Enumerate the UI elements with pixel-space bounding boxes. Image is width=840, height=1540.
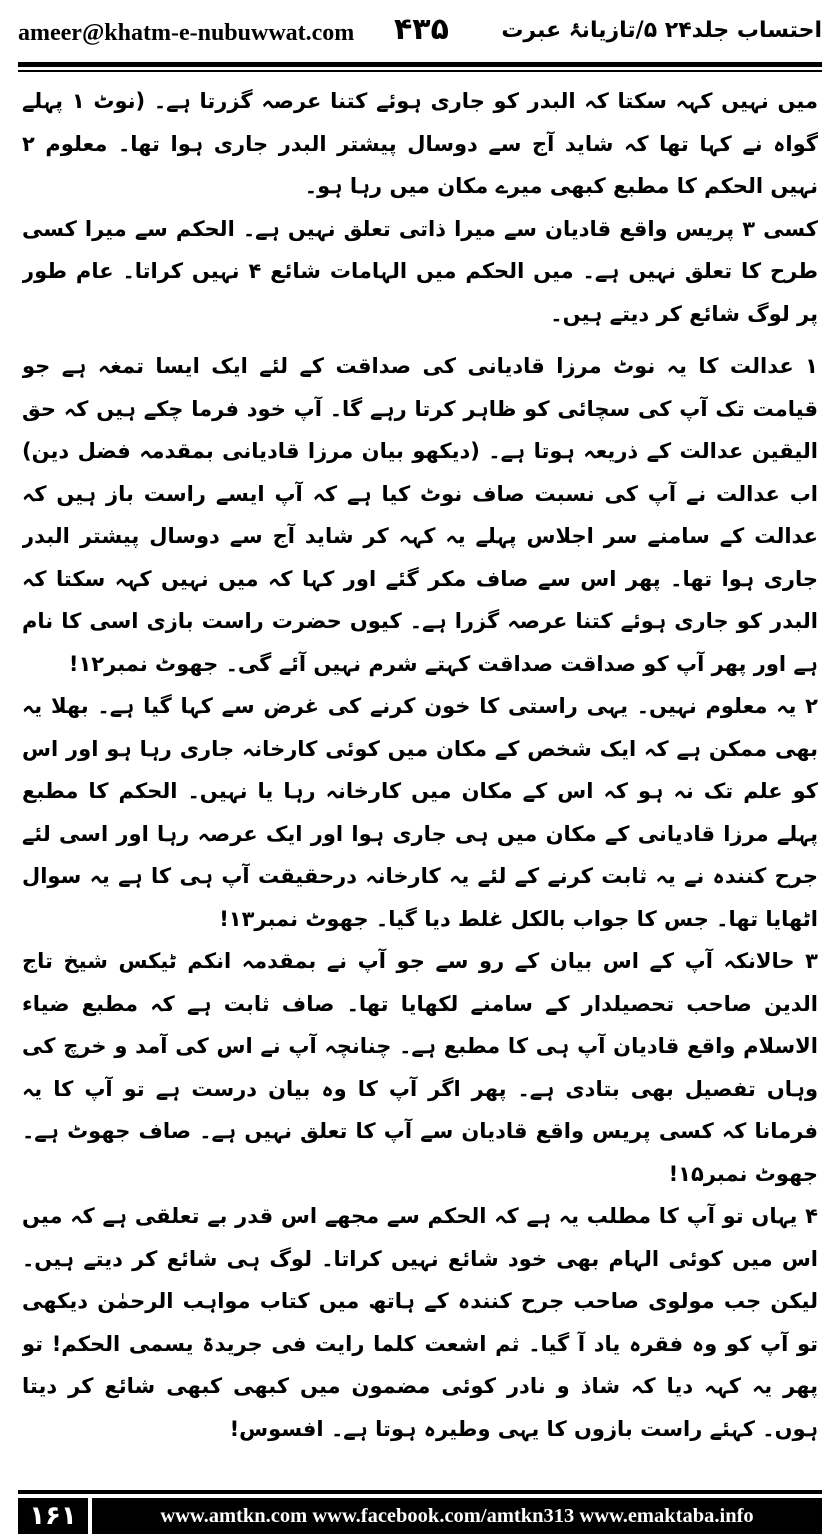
paragraph-footnote-1: ۱ عدالت کا یہ نوٹ مرزا قادیانی کی صداقت کے لئے ایک ایسا تمغہ ہے جو قیامت تک آپ کی سچائی کو ظاہر کرتا رہے گا۔ آپ خود فرما چکے ہیں کہ حق الیقین عدالت کے ذریعہ ہوتا ہے۔ (دیکھو بیان مرزا قادیانی بمقدمہ فضل دین) اب عدالت نے آپ کی نسبت صاف نوٹ کیا ہے کہ آپ ایسے راست باز ہیں کہ عدالت کے سامنے سر اجلاس پہلے یہ کہہ کر شاید آج سے دوسال پیشتر البدر جاری ہوا تھا۔ پھر اس سے صاف مکر گئے اور کہا کہ میں نہیں کہہ سکتا کہ البدر کو جاری ہوئے کتنا عرصہ گزرا ہے۔ کیوں حضرت راست بازی اسی کا نام ہے اور پھر آپ کو صداقت صداقت کہتے شرم نہیں آئے گی۔ جھوٹ نمبر۱۲!: [22, 354, 818, 676]
page-footer: [18, 1490, 822, 1536]
paragraph-testimony-2: کسی ۳ پریس واقع قادیان سے میرا ذاتی تعلق نہیں ہے۔ الحکم سے میرا کسی طرح کا تعلق نہیں ہے۔ میں الحکم میں الہامات شائع ۴ نہیں کراتا۔ عام طور پر لوگ شائع کر دیتے ہیں۔: [22, 216, 818, 326]
footer-links: www.amtkn.com www.facebook.com/amtkn313 www.emaktaba.info: [92, 1498, 822, 1534]
header-rule-thick: [18, 62, 822, 67]
body-text: [22, 80, 818, 1480]
footer-rule: [18, 1490, 822, 1494]
paragraph-footnote-2: ۲ یہ معلوم نہیں۔ یہی راستی کا خون کرنے کی غرض سے کہا گیا ہے۔ بھلا یہ بھی ممکن ہے کہ ایک شخص کے مکان میں کوئی کارخانہ جاری رہا ہو اور اس کو علم تک نہ ہو کہ اس کے مکان میں کارخانہ رہا یا نہیں۔ الحکم کا مطبع پہلے مرزا قادیانی کے مکان میں ہی جاری ہوا اور ایک عرصہ رہا اور اسی لئے جرح کنندہ نے یہ ثابت کرنے کے لئے یہ کارخانہ درحقیقت آپ ہی کا ہے یہ سوال اٹھایا تھا۔ جس کا جواب بالکل غلط دیا گیا۔ جھوٹ نمبر۱۳!: [22, 694, 818, 931]
paragraph-testimony-1: میں نہیں کہہ سکتا کہ البدر کو جاری ہوئے کتنا عرصہ گزرتا ہے۔ (نوٹ ۱ پہلے گواہ نے کہا تھا کہ شاید آج سے دوسال پیشتر البدر جاری ہوا تھا۔ معلوم ۲ نہیں الحکم کا مطبع کبھی میرے مکان میں رہا ہو۔: [22, 89, 818, 198]
header-email: ameer@khatm-e-nubuwwat.com: [18, 20, 355, 46]
header-page-number: ۴۳۵: [394, 12, 449, 47]
paragraph-footnote-3: ۳ حالانکہ آپ کے اس بیان کے رو سے جو آپ نے بمقدمہ انکم ٹیکس شیخ تاج الدین صاحب تحصیلدار کے سامنے لکھایا تھا۔ صاف ثابت ہے کہ مطبع ضیاء الاسلام واقع قادیان آپ ہی کا مطبع ہے۔ چنانچہ آپ نے اس کی آمد و خرچ کی وہاں تفصیل بھی بتادی ہے۔ پھر اگر آپ کا وہ بیان درست ہے تو آپ کا یہ فرمانا کہ کسی پریس واقع قادیان سے آپ کا تعلق نہیں ہے۔ صاف جھوٹ ہے۔ جھوٹ نمبر۱۵!: [22, 949, 818, 1186]
header-title: احتساب جلد۲۴ ۵/تازیانۂ عبرت: [501, 18, 822, 43]
header-rule-thin: [18, 70, 822, 72]
footer-page-number: ۱۶۱: [18, 1498, 88, 1534]
page-header: [18, 8, 822, 64]
paragraph-footnote-4: ۴ یہاں تو آپ کا مطلب یہ ہے کہ الحکم سے مجھے اس قدر بے تعلقی ہے کہ میں اس میں کوئی الہام بھی خود شائع نہیں کراتا۔ لوگ ہی شائع کر دیتے ہیں۔ لیکن جب مولوی صاحب جرح کنندہ کے ہاتھ میں کتاب مواہب الرحمٰن دیکھی تو آپ کو وہ فقرہ یاد آ گیا۔ ثم اشعت کلما رایت فی جریدۃ یسمی الحکم! تو پھر یہ کہہ دیا کہ شاذ و نادر کوئی مضمون میں کبھی کبھی شائع کر دیتا ہوں۔ کہئے راست بازوں کا یہی وطیرہ ہوتا ہے۔ افسوس!: [22, 1204, 818, 1441]
